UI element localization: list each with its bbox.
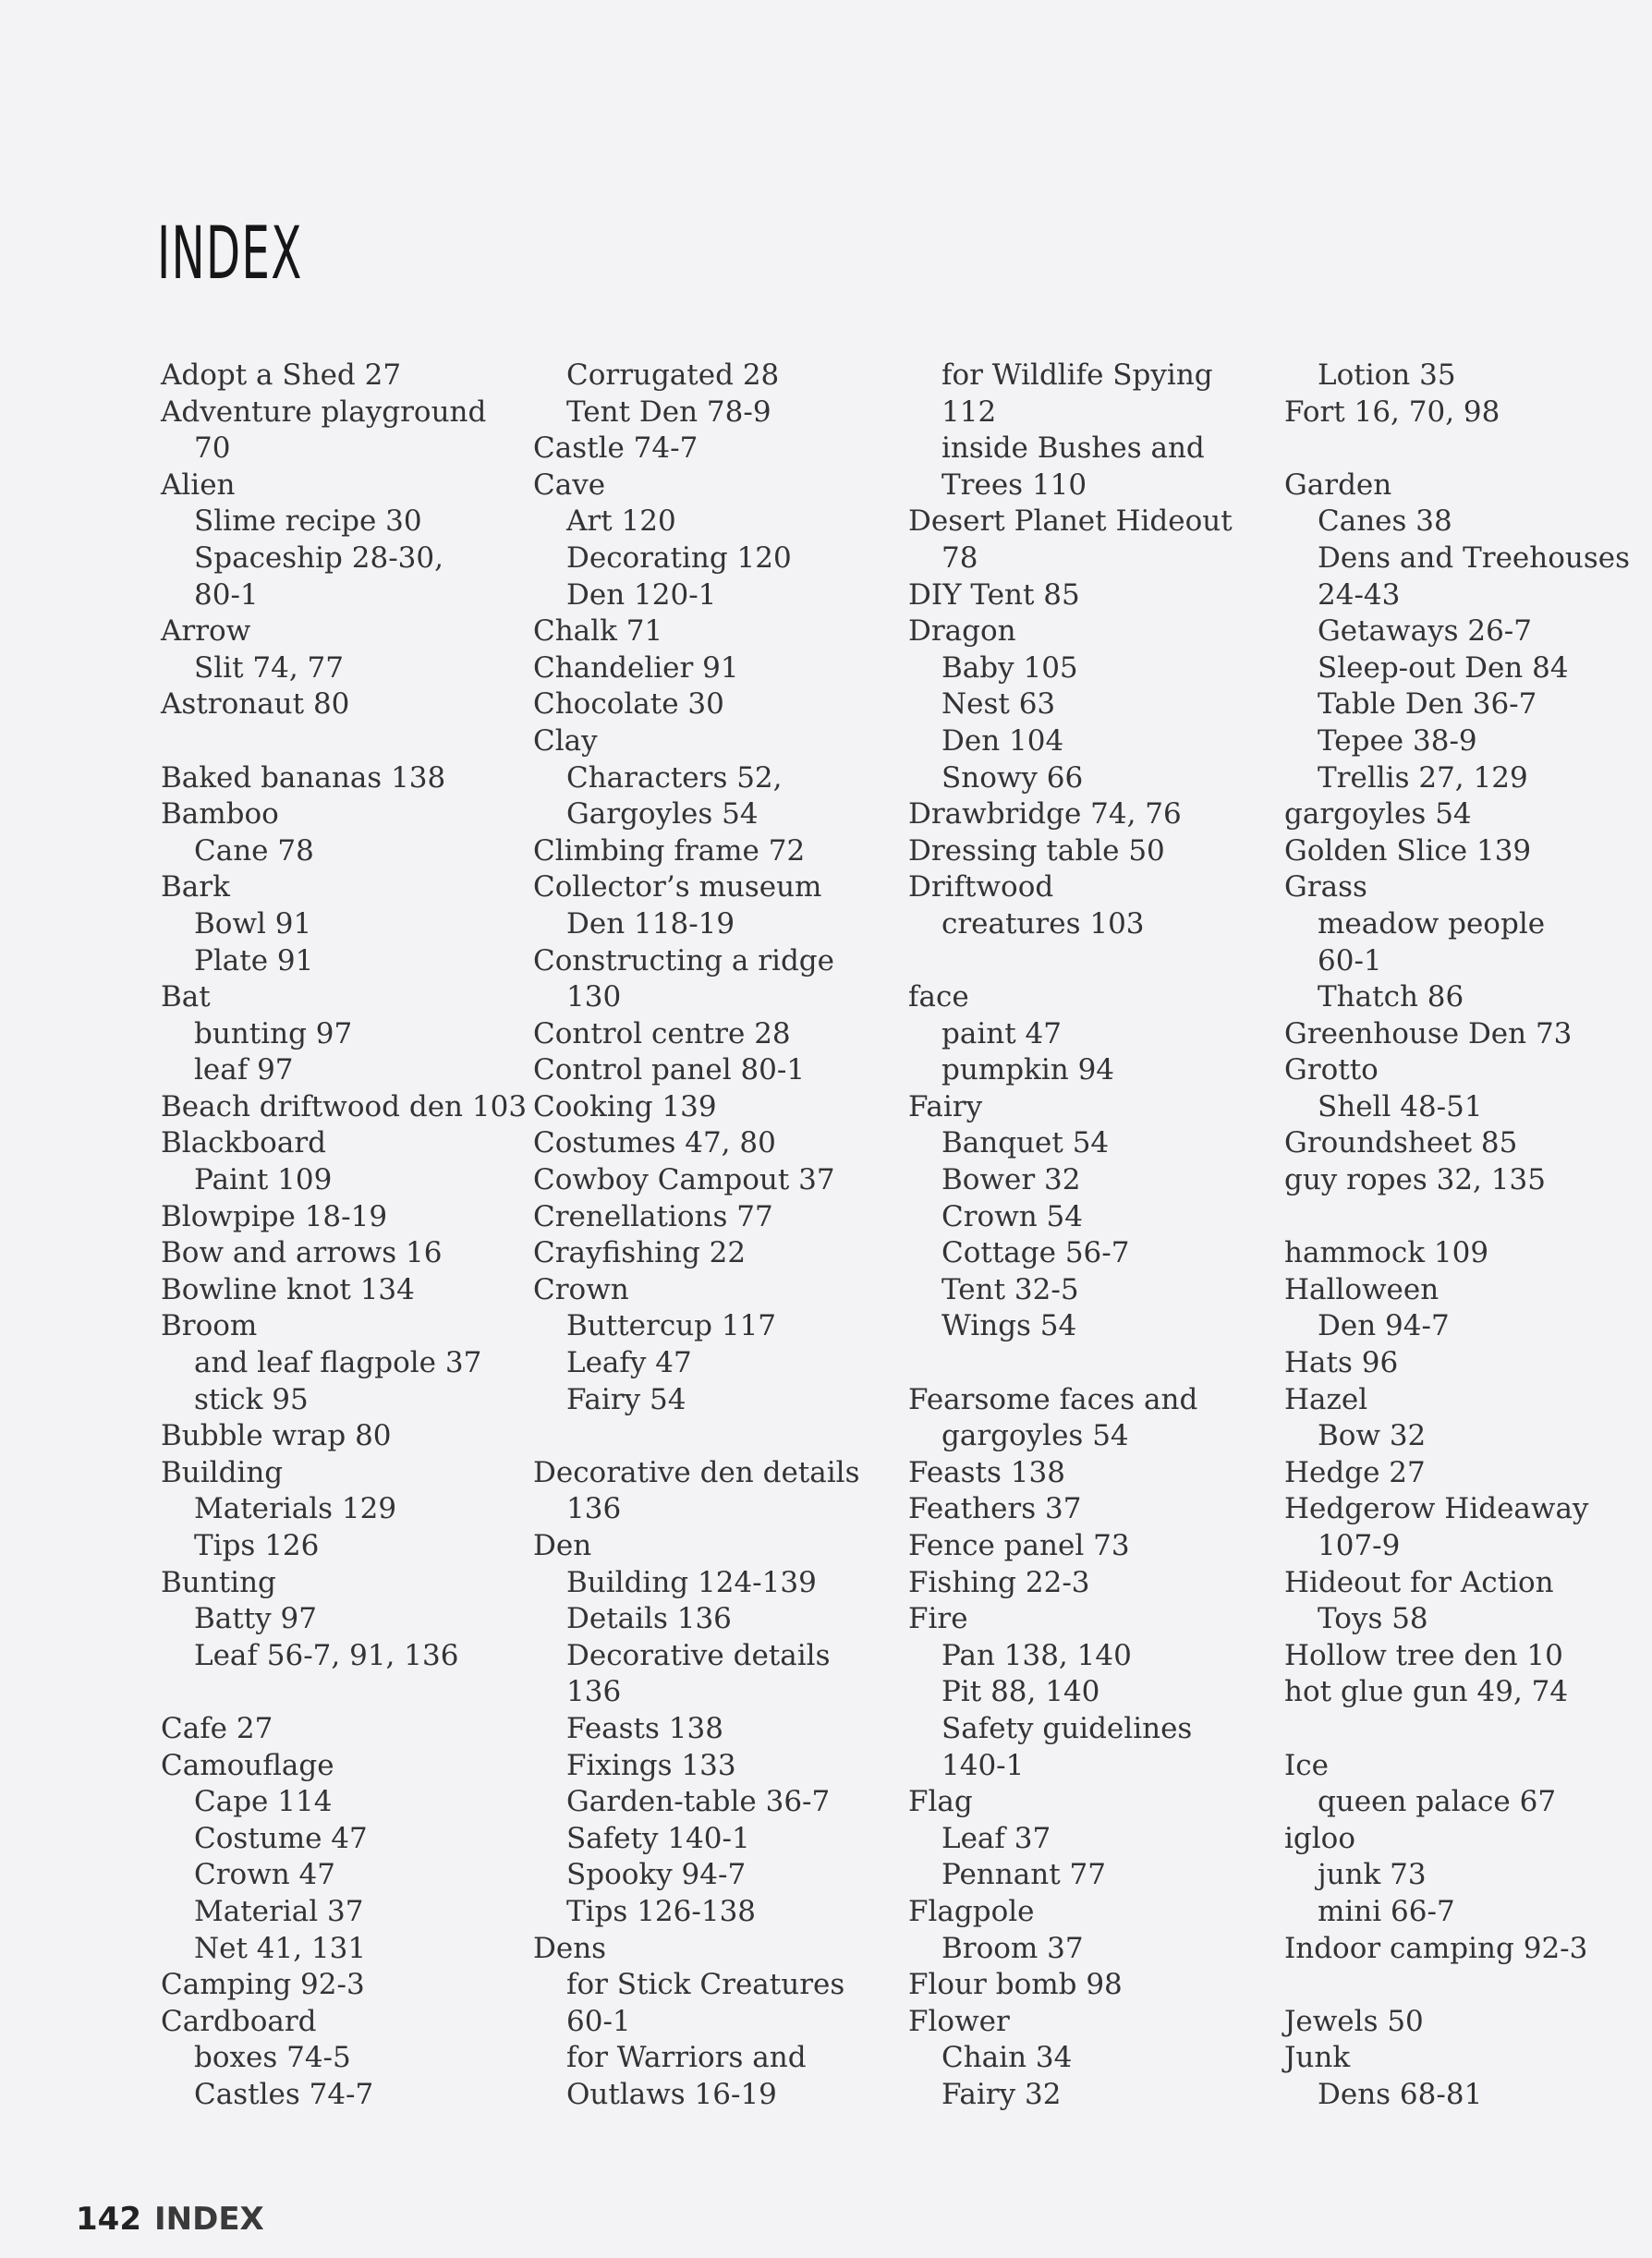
index-entry: Bark [161,870,230,904]
index-subentry: Safety guidelines [941,1711,1193,1745]
index-subentry: Corrugated 28 [566,358,780,392]
index-subentry: Tips 126 [194,1529,320,1562]
index-entry: Blackboard [161,1126,326,1160]
index-entry: Flower [908,2004,1010,2038]
index-spacer [533,1418,860,1455]
index-entry: Hollow tree den 10 [1284,1638,1563,1672]
index-entry: Hats 96 [1284,1346,1399,1380]
index-subentry: Bow 32 [1318,1419,1427,1453]
index-entry: Chalk 71 [533,614,663,649]
index-entry: Clay [533,723,598,758]
index-spacer [1284,1967,1630,2004]
index-subentry: Crown 47 [194,1858,336,1892]
index-subentry: leaf 97 [194,1053,294,1087]
index-subentry: Cottage 56-7 [941,1236,1130,1270]
index-subentry: Pennant 77 [941,1858,1106,1892]
index-entry: gargoyles 54 [1284,797,1472,832]
index-subentry: Den 94-7 [1318,1309,1450,1343]
index-subentry: Building 124-139 [566,1565,817,1599]
index-entry: Cave [533,467,606,502]
index-subentry: Shell 48-51 [1318,1089,1483,1123]
index-entry: Driftwood [908,870,1054,904]
index-subentry: Crown 54 [941,1199,1084,1233]
index-subentry: bunting 97 [194,1016,353,1050]
index-spacer [161,723,527,760]
index-subentry: Net 41, 131 [194,1931,367,1965]
index-entry: Decorative den details [533,1455,860,1489]
index-subentry: Slit 74, 77 [194,650,344,685]
index-subentry: 130 [566,980,622,1014]
index-subentry: Fairy 32 [941,2077,1062,2111]
index-subentry: Chain 34 [941,2041,1073,2075]
index-subentry: Decorative details [566,1638,831,1672]
index-subentry: Gargoyles 54 [566,797,759,832]
index-subentry: Tips 126-138 [566,1894,757,1928]
index-subentry: Getaways 26-7 [1318,614,1532,649]
index-subentry: Slime recipe 30 [194,504,422,539]
index-subentry: queen palace 67 [1318,1785,1557,1819]
index-entry: Feathers 37 [908,1492,1082,1526]
index-subentry: Garden-table 36-7 [566,1785,831,1819]
index-spacer [1284,1711,1630,1748]
index-entry: Bowline knot 134 [161,1272,415,1306]
index-subentry: Wings 54 [941,1309,1077,1343]
index-entry: Flour bomb 98 [908,1968,1123,2002]
index-spacer [908,943,1233,980]
index-entry: Control panel 80-1 [533,1053,806,1087]
index-column-1 [161,358,527,2114]
index-subentry: Den 104 [941,723,1064,758]
index-subentry: Decorating 120 [566,540,792,575]
index-subentry: Costume 47 [194,1821,368,1855]
index-entry: Astronaut 80 [161,687,350,722]
index-entry: Dragon [908,614,1016,649]
index-entry: Dressing table 50 [908,833,1165,868]
index-entry: Bubble wrap 80 [161,1419,392,1453]
index-entry: Golden Slice 139 [1284,833,1532,868]
index-subentry: Bowl 91 [194,906,312,941]
index-subentry: and leaf flagpole 37 [194,1346,482,1380]
index-entry: Bamboo [161,797,279,832]
index-entry: Flag [908,1785,973,1819]
index-entry: Collector’s museum [533,870,822,904]
index-entry: Cooking 139 [533,1089,717,1123]
index-subentry: 136 [566,1492,622,1526]
index-subentry: 60-1 [1318,943,1382,977]
footer-section-label: INDEX [153,2201,264,2238]
index-subentry: Nest 63 [941,687,1056,722]
index-subentry: Plate 91 [194,943,314,977]
index-subentry: Broom 37 [941,1931,1084,1965]
index-subentry: Dens and Treehouses [1318,540,1631,575]
index-entry: Costumes 47, 80 [533,1126,776,1160]
index-entry: Crayfishing 22 [533,1236,747,1270]
index-subentry: inside Bushes and [941,431,1205,466]
index-subentry: 24-43 [1318,577,1401,612]
index-entry: Jewels 50 [1284,2004,1424,2038]
index-subentry: Spaceship 28-30, [194,540,443,575]
index-subentry: Pit 88, 140 [941,1675,1100,1709]
index-subentry: Thatch 86 [1318,980,1464,1014]
index-subentry: Table Den 36-7 [1318,687,1537,722]
index-subentry: Safety 140-1 [566,1821,750,1855]
index-subentry: Tent 32-5 [941,1272,1079,1306]
index-subentry: Lotion 35 [1318,358,1456,392]
index-entry: face [908,980,969,1014]
index-entry: Hedgerow Hideaway [1284,1492,1589,1526]
index-entry: Indoor camping 92-3 [1284,1931,1588,1965]
index-entry: Camouflage [161,1748,334,1782]
index-entry: Adventure playground [161,395,487,429]
index-spacer [908,1345,1233,1382]
index-subentry: Outlaws 16-19 [566,2077,777,2111]
index-entry: Chandelier 91 [533,650,739,685]
index-subentry: Materials 129 [194,1492,397,1526]
index-subentry: stick 95 [194,1382,309,1416]
index-subentry: junk 73 [1318,1858,1427,1892]
index-subentry: Leaf 37 [941,1821,1051,1855]
index-subentry: Pan 138, 140 [941,1638,1132,1672]
index-subentry: gargoyles 54 [941,1419,1129,1453]
index-column-2 [533,358,860,2114]
page-footer [76,2201,264,2238]
index-entry: hot glue gun 49, 74 [1284,1675,1569,1709]
index-entry: Adopt a Shed 27 [161,358,402,392]
index-spacer [161,1674,527,1711]
index-entry: Beach driftwood den 103 [161,1089,528,1123]
index-entry: Cowboy Campout 37 [533,1163,835,1197]
index-entry: Flagpole [908,1894,1035,1928]
index-subentry: Spooky 94-7 [566,1858,747,1892]
index-column-3 [908,358,1233,2114]
index-subentry: for Warriors and [566,2041,807,2075]
index-subentry: Material 37 [194,1894,364,1928]
index-subentry: for Wildlife Spying [941,358,1213,392]
index-subentry: 140-1 [941,1748,1025,1782]
index-entry: Arrow [161,614,251,649]
index-subentry: Trellis 27, 129 [1318,760,1528,795]
index-entry: Den [533,1529,592,1562]
index-entry: Garden [1284,467,1392,502]
index-entry: Blowpipe 18-19 [161,1199,388,1233]
index-subentry: Dens 68-81 [1318,2077,1483,2111]
index-entry: Climbing frame 72 [533,833,806,868]
index-entry: Hazel [1284,1382,1368,1416]
index-entry: Crenellations 77 [533,1199,773,1233]
index-subentry: Leafy 47 [566,1346,692,1380]
page-title: INDEX [157,212,303,296]
index-subentry: meadow people [1318,906,1546,941]
index-entry: Hideout for Action [1284,1565,1554,1599]
index-entry: Halloween [1284,1272,1439,1306]
index-entry: Constructing a ridge [533,943,834,977]
index-subentry: Sleep-out Den 84 [1318,650,1569,685]
index-entry: Junk [1284,2041,1351,2075]
index-subentry: Trees 110 [941,467,1087,502]
index-entry: Fearsome faces and [908,1382,1198,1416]
index-subentry: Canes 38 [1318,504,1452,539]
index-subentry: 60-1 [566,2004,631,2038]
index-subentry: creatures 103 [941,906,1145,941]
index-entry: Baked bananas 138 [161,760,446,795]
index-entry: Greenhouse Den 73 [1284,1016,1573,1050]
index-subentry: Paint 109 [194,1163,333,1197]
index-subentry: Fixings 133 [566,1748,736,1782]
index-column-4 [1284,358,1630,2114]
index-subentry: Banquet 54 [941,1126,1110,1160]
index-subentry: Tepee 38-9 [1318,723,1477,758]
index-entry: Cardboard [161,2004,317,2038]
index-entry: Groundsheet 85 [1284,1126,1518,1160]
index-entry: igloo [1284,1821,1356,1855]
index-subentry: Den 118-19 [566,906,735,941]
index-entry: Broom [161,1309,258,1343]
index-entry: Grass [1284,870,1367,904]
index-subentry: 107-9 [1318,1529,1401,1562]
index-subentry: mini 66-7 [1318,1894,1455,1928]
index-entry: Camping 92-3 [161,1968,365,2002]
index-subentry: boxes 74-5 [194,2041,351,2075]
index-entry: Alien [161,467,236,502]
index-subentry: Toys 58 [1318,1602,1428,1636]
index-entry: hammock 109 [1284,1236,1489,1270]
index-entry: guy ropes 32, 135 [1284,1163,1546,1197]
index-spacer [1284,1199,1630,1236]
index-subentry: 136 [566,1675,622,1709]
index-subentry: 70 [194,431,231,466]
index-subentry: 112 [941,395,997,429]
index-subentry: Tent Den 78-9 [566,395,771,429]
index-entry: Drawbridge 74, 76 [908,797,1182,832]
index-subentry: Art 120 [566,504,676,539]
index-entry: Fire [908,1602,968,1636]
index-entry: Control centre 28 [533,1016,791,1050]
index-subentry: Snowy 66 [941,760,1084,795]
index-entry: Fairy [908,1089,983,1123]
index-subentry: 78 [941,540,978,575]
index-subentry: pumpkin 94 [941,1053,1115,1087]
index-entry: Dens [533,1931,607,1965]
index-entry: Ice [1284,1748,1329,1782]
index-entry: Bow and arrows 16 [161,1236,443,1270]
index-subentry: Cape 114 [194,1785,333,1819]
index-spacer [1284,431,1630,467]
index-subentry: for Stick Creatures [566,1968,845,2002]
index-subentry: Castles 74-7 [194,2077,374,2111]
page-number: 142 [76,2201,141,2238]
index-entry: Feasts 138 [908,1455,1065,1489]
index-subentry: Fairy 54 [566,1382,686,1416]
index-subentry: Details 136 [566,1602,732,1636]
index-subentry: Bower 32 [941,1163,1081,1197]
index-subentry: Characters 52, [566,760,783,795]
index-entry: Cafe 27 [161,1711,273,1745]
index-entry: Hedge 27 [1284,1455,1426,1489]
index-entry: Bunting [161,1565,276,1599]
index-subentry: paint 47 [941,1016,1062,1050]
index-entry: Castle 74-7 [533,431,698,466]
index-entry: Fort 16, 70, 98 [1284,395,1500,429]
index-entry: Desert Planet Hideout [908,504,1233,539]
index-subentry: Batty 97 [194,1602,317,1636]
index-subentry: 80-1 [194,577,259,612]
index-entry: Fishing 22-3 [908,1565,1090,1599]
index-entry: Bat [161,980,211,1014]
index-subentry: Feasts 138 [566,1711,723,1745]
index-entry: DIY Tent 85 [908,577,1080,612]
index-subentry: Den 120-1 [566,577,717,612]
index-entry: Fence panel 73 [908,1529,1130,1562]
index-subentry: Leaf 56-7, 91, 136 [194,1638,459,1672]
index-subentry: Cane 78 [194,833,314,868]
index-entry: Chocolate 30 [533,687,724,722]
index-subentry: Baby 105 [941,650,1078,685]
index-entry: Grotto [1284,1053,1379,1087]
index-subentry: Buttercup 117 [566,1309,777,1343]
index-entry: Building [161,1455,284,1489]
index-entry: Crown [533,1272,629,1306]
